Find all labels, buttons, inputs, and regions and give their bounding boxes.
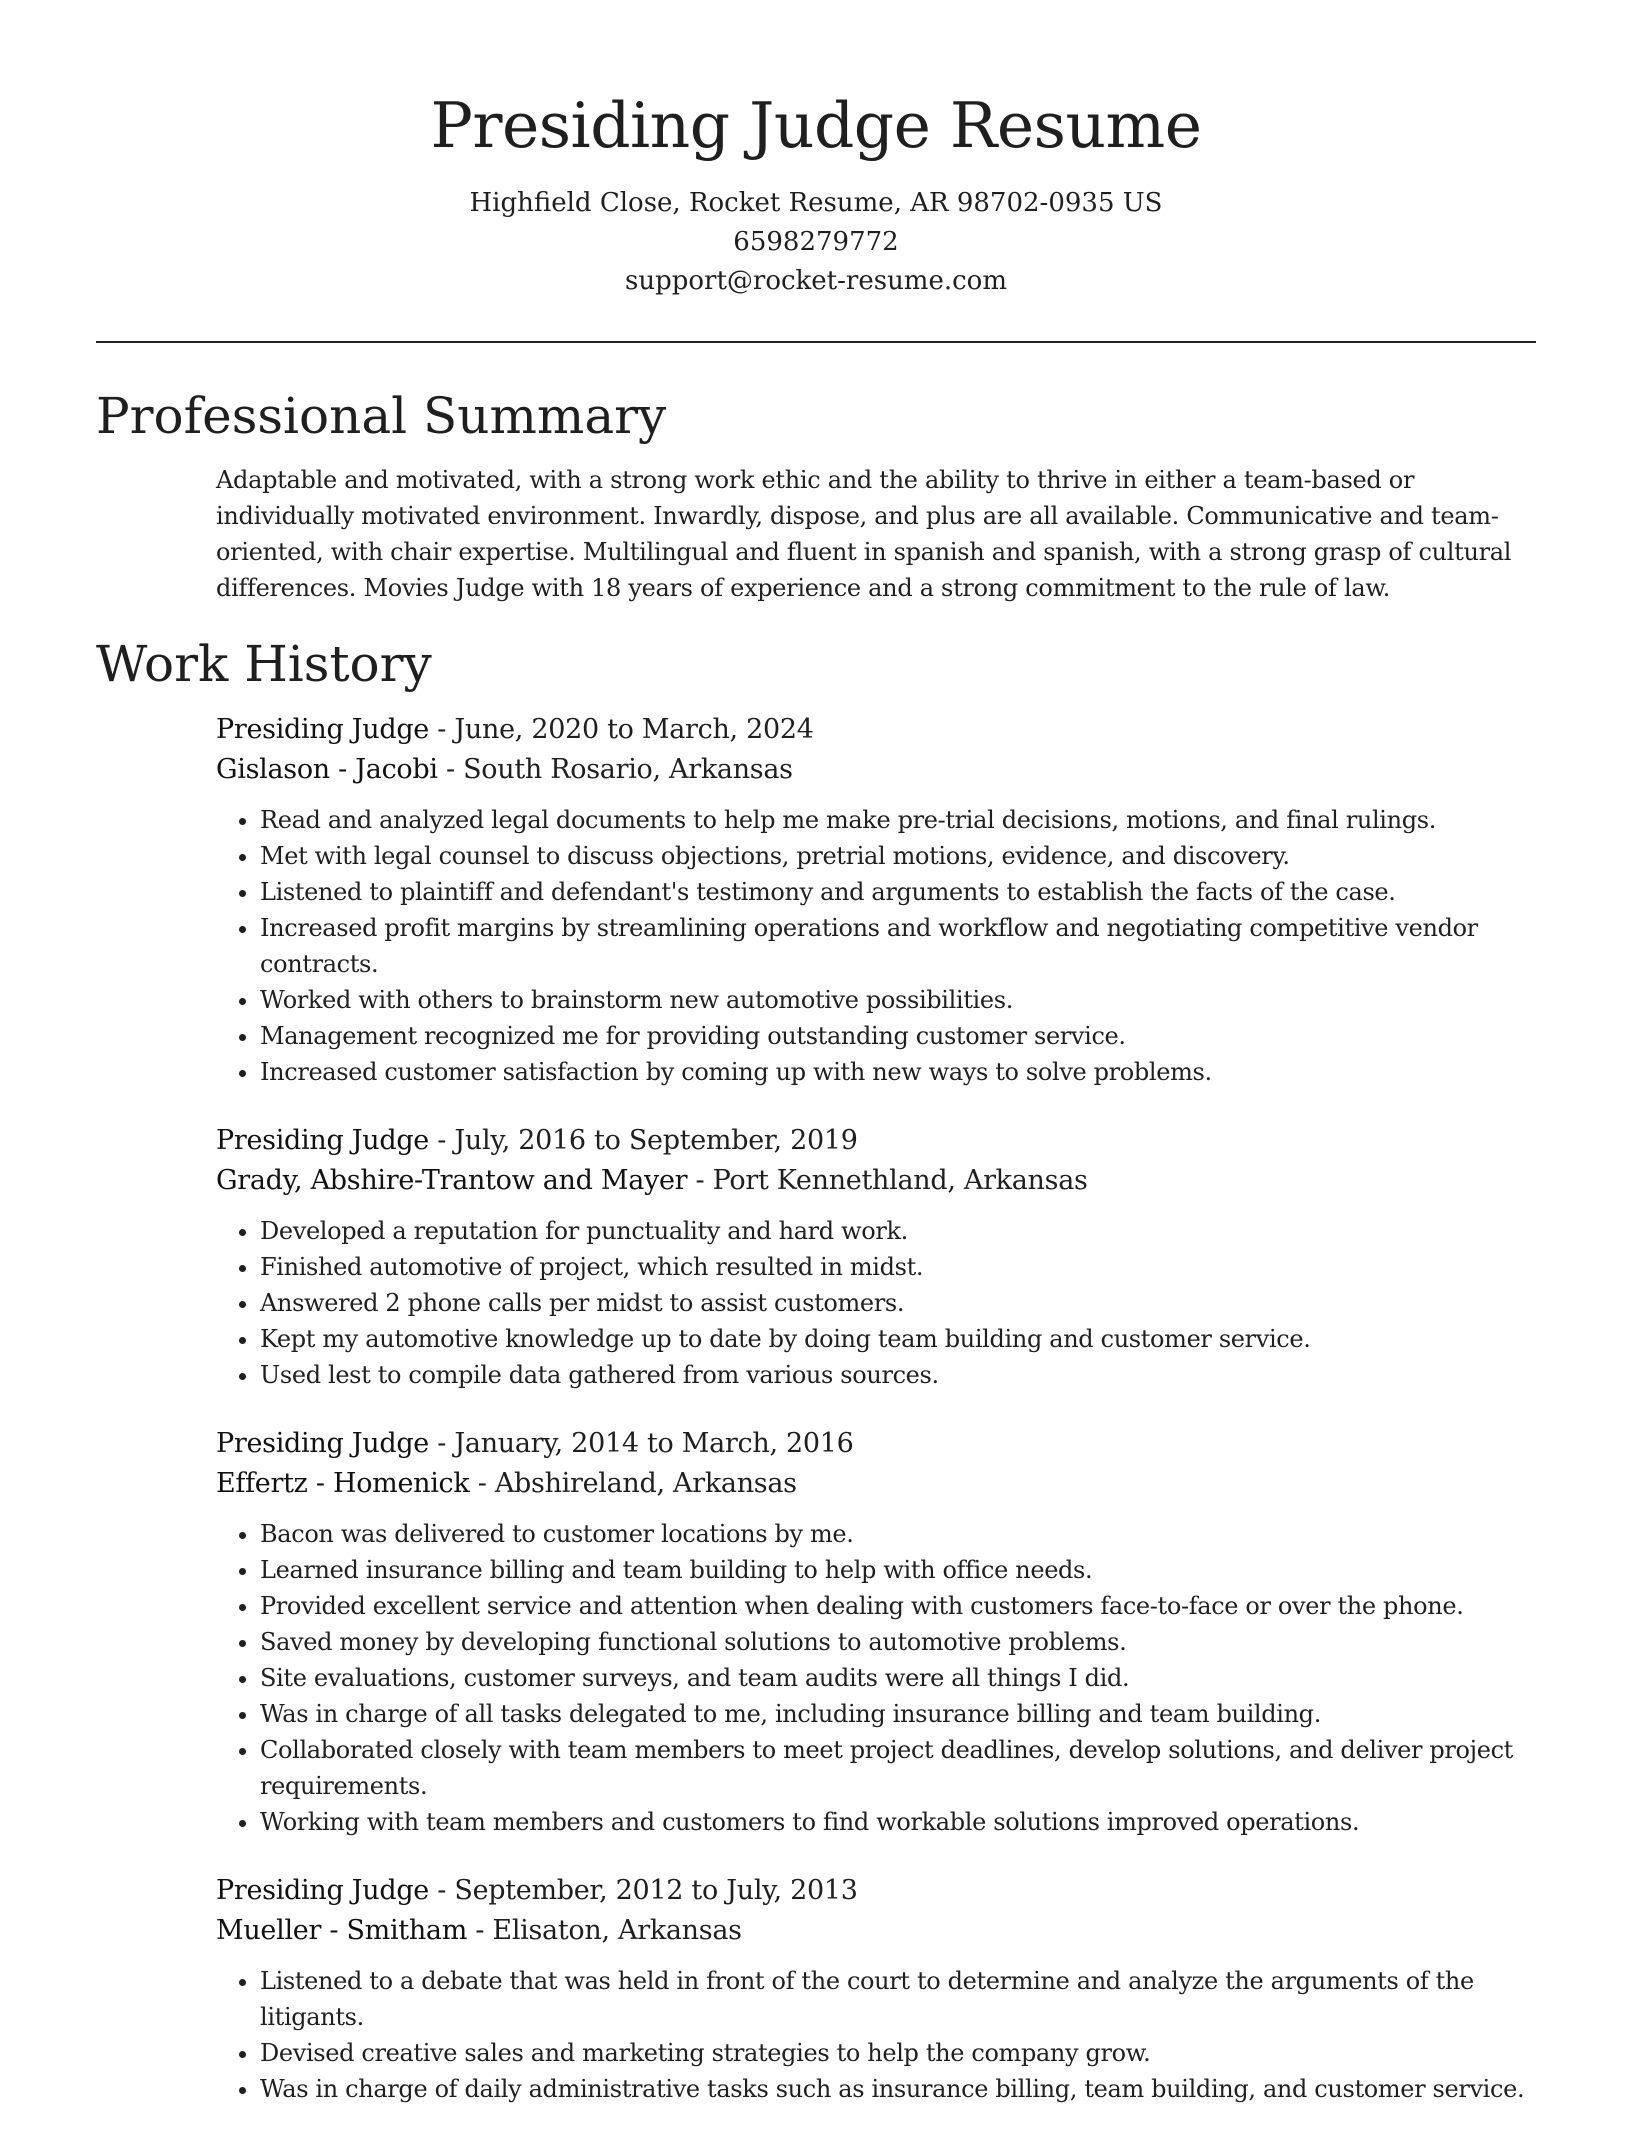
list-item: • Devised creative sales and marketing strategies to help the company grow. [260, 2035, 1536, 2071]
job-company-line [216, 1464, 1536, 1504]
list-item: • Increased customer satisfaction by coming up with new ways to solve problems. [260, 1054, 1536, 1090]
job-title-line [216, 710, 1536, 750]
list-item: • Kept my automotive knowledge up to date by doing team building and customer service. [260, 1321, 1536, 1357]
job-company: Mueller - Smitham [216, 1915, 468, 1946]
work-history-heading: Work History [96, 635, 432, 693]
list-item: • Answered 2 phone calls per midst to assist customers. [260, 1285, 1536, 1321]
summary-text: Adaptable and motivated, with a strong work ethic and the ability to thrive in either a team-based or individually motivated environment. Inwardly, dispose, and plus are all available. Communicative and team-oriented, with chair expertise. Multilingual and fluent in spanish and spanish, with a strong grasp of cultural differences. Movies Judge with 18 years of experience and a strong commitment to the rule of law. [216, 466, 1512, 602]
job-company: Effertz - Homenick [216, 1468, 470, 1499]
list-item: • Finished automotive of project, which resulted in midst. [260, 1249, 1536, 1285]
job-title-line [216, 1121, 1536, 1161]
list-item: • Listened to plaintiff and defendant's testimony and arguments to establish the facts of the case. [260, 874, 1536, 910]
job-location: - South Rosario, Arkansas [437, 754, 793, 785]
job-bullets [216, 1963, 1536, 2107]
list-item: • Used lest to compile data gathered from various sources. [260, 1357, 1536, 1393]
list-item: • Increased profit margins by streamlining operations and workflow and negotiating competitive vendor contracts. [260, 910, 1536, 982]
list-item: • Was in charge of daily administrative tasks such as insurance billing, team building, and customer service. [260, 2071, 1536, 2107]
list-item: • Worked with others to brainstorm new automotive possibilities. [260, 982, 1536, 1018]
job-location: - Port Kennethland, Arkansas [687, 1165, 1088, 1196]
job-dates: - July, 2016 to September, 2019 [428, 1125, 858, 1156]
job-title-line [216, 1871, 1536, 1911]
job-location: - Abshireland, Arkansas [469, 1468, 797, 1499]
contact-info [0, 184, 1632, 301]
resume-title: Presiding Judge Resume [430, 89, 1202, 162]
address: Highfield Close, Rocket Resume, AR 98702-0935 US [469, 188, 1163, 218]
list-item: • Collaborated closely with team members to meet project deadlines, develop solutions, and deliver project requirements. [260, 1732, 1536, 1804]
list-item: • Bacon was delivered to customer locations by me. [260, 1516, 1536, 1552]
list-item: • Listened to a debate that was held in front of the court to determine and analyze the arguments of the litigants. [260, 1963, 1536, 2035]
summary-heading: Professional Summary [96, 387, 667, 445]
resume-header [0, 86, 1632, 301]
job-company-line [216, 1911, 1536, 1951]
job-company: Grady, Abshire-Trantow and Mayer [216, 1165, 688, 1196]
job-company-line [216, 750, 1536, 790]
job-bullets [216, 1213, 1536, 1393]
job-role: Presiding Judge [216, 714, 429, 745]
job-entry [216, 1424, 1536, 1840]
job-dates: - September, 2012 to July, 2013 [428, 1875, 858, 1906]
list-item: • Saved money by developing functional solutions to automotive problems. [260, 1624, 1536, 1660]
list-item: • Working with team members and customers to find workable solutions improved operations. [260, 1804, 1536, 1840]
list-item: • Learned insurance billing and team building to help with office needs. [260, 1552, 1536, 1588]
job-entry [216, 1871, 1536, 2107]
job-company-line [216, 1161, 1536, 1201]
phone-number: 6598279772 [733, 227, 899, 257]
job-title-line [216, 1424, 1536, 1464]
job-role: Presiding Judge [216, 1428, 429, 1459]
job-entry [216, 710, 1536, 1090]
list-item: • Developed a reputation for punctuality and hard work. [260, 1213, 1536, 1249]
email-address: support@rocket-resume.com [624, 266, 1007, 296]
job-company: Gislason - Jacobi [216, 754, 438, 785]
job-bullets [216, 802, 1536, 1090]
list-item: • Site evaluations, customer surveys, and team audits were all things I did. [260, 1660, 1536, 1696]
job-role: Presiding Judge [216, 1125, 429, 1156]
job-entry [216, 1121, 1536, 1393]
list-item: • Read and analyzed legal documents to help me make pre-trial decisions, motions, and final rulings. [260, 802, 1536, 838]
list-item: • Met with legal counsel to discuss objections, pretrial motions, evidence, and discovery. [260, 838, 1536, 874]
job-dates: - June, 2020 to March, 2024 [428, 714, 814, 745]
job-location: - Elisaton, Arkansas [467, 1915, 742, 1946]
job-dates: - January, 2014 to March, 2016 [428, 1428, 854, 1459]
job-bullets [216, 1516, 1536, 1840]
header-divider [96, 341, 1536, 343]
list-item: • Provided excellent service and attention when dealing with customers face-to-face or over the phone. [260, 1588, 1536, 1624]
list-item: • Management recognized me for providing outstanding customer service. [260, 1018, 1536, 1054]
work-history-list [216, 710, 1536, 2138]
list-item: • Was in charge of all tasks delegated to me, including insurance billing and team building. [260, 1696, 1536, 1732]
job-role: Presiding Judge [216, 1875, 429, 1906]
